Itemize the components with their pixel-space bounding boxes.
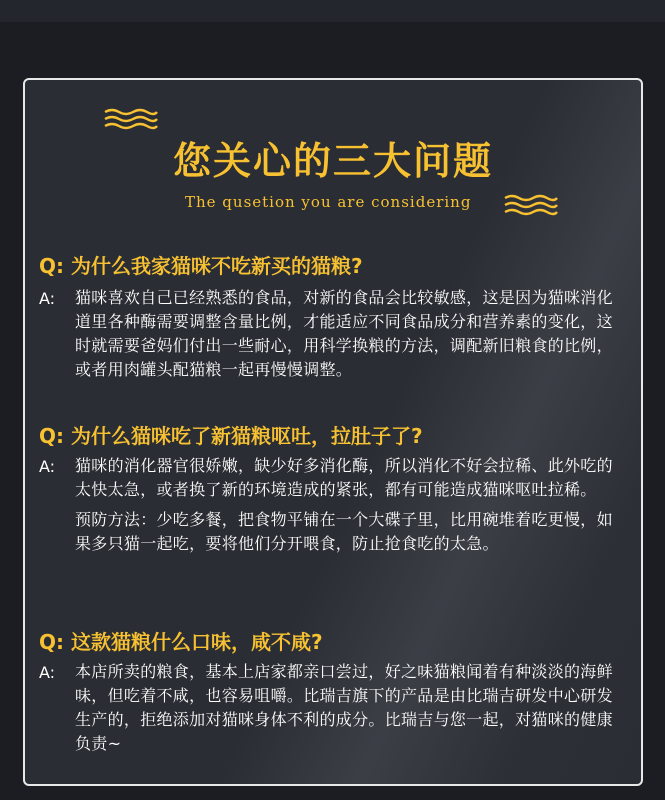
page-subtitle: The qusetion you are considering — [185, 193, 472, 211]
answer-paragraph: 猫咪喜欢自己已经熟悉的食品，对新的食品会比较敏感，这是因为猫咪消化道里各种酶需要调整含量比例，才能适应不同食品成分和营养素的变化，这时就需要爸妈们付出一些耐心，用科学换粮的方法，调配新旧粮食的比例，或者用肉罐头配猫粮一起再慢慢调整。 — [75, 288, 613, 379]
faq-answer-3 — [39, 660, 629, 756]
answer-label: A: — [39, 457, 56, 476]
faq-answer-1 — [39, 286, 629, 382]
answer-paragraph: 预防方法：少吃多餐，把食物平铺在一个大碟子里，比用碗堆着吃更慢，如果多只猫一起吃，要将他们分开喂食，防止抢食吃的太急。 — [75, 510, 613, 553]
answer-label: A: — [39, 289, 56, 308]
faq-question-1: Q: 为什么我家猫咪不吃新买的猫粮? — [39, 254, 363, 278]
top-strip — [0, 0, 665, 22]
faq-question-2: Q: 为什么猫咪吃了新猫粮呕吐，拉肚子了? — [39, 424, 423, 448]
wave-decoration-icon — [103, 108, 159, 130]
answer-paragraph: 本店所卖的粮食，基本上店家都亲口尝过，好之味猫粮闻着有种淡淡的海鲜味，但吃着不咸，也容易咀嚼。比瑞吉旗下的产品是由比瑞吉研发中心研发生产的，拒绝添加对猫咪身体不利的成分。比瑞吉与您一起，对猫咪的健康负责~ — [75, 662, 613, 753]
faq-question-3: Q: 这款猫粮什么口味，咸不咸? — [39, 630, 323, 654]
page-title: 您关心的三大问题 — [172, 139, 493, 183]
answer-paragraph: 猫咪的消化器官很娇嫩，缺少好多消化酶，所以消化不好会拉稀、此外吃的太快太急，或者换了新的环境造成的紧张，都有可能造成猫咪呕吐拉稀。 — [75, 456, 613, 499]
wave-decoration-icon — [503, 194, 559, 216]
faq-card — [23, 78, 643, 786]
answer-label: A: — [39, 663, 56, 682]
faq-answer-2 — [39, 454, 629, 556]
